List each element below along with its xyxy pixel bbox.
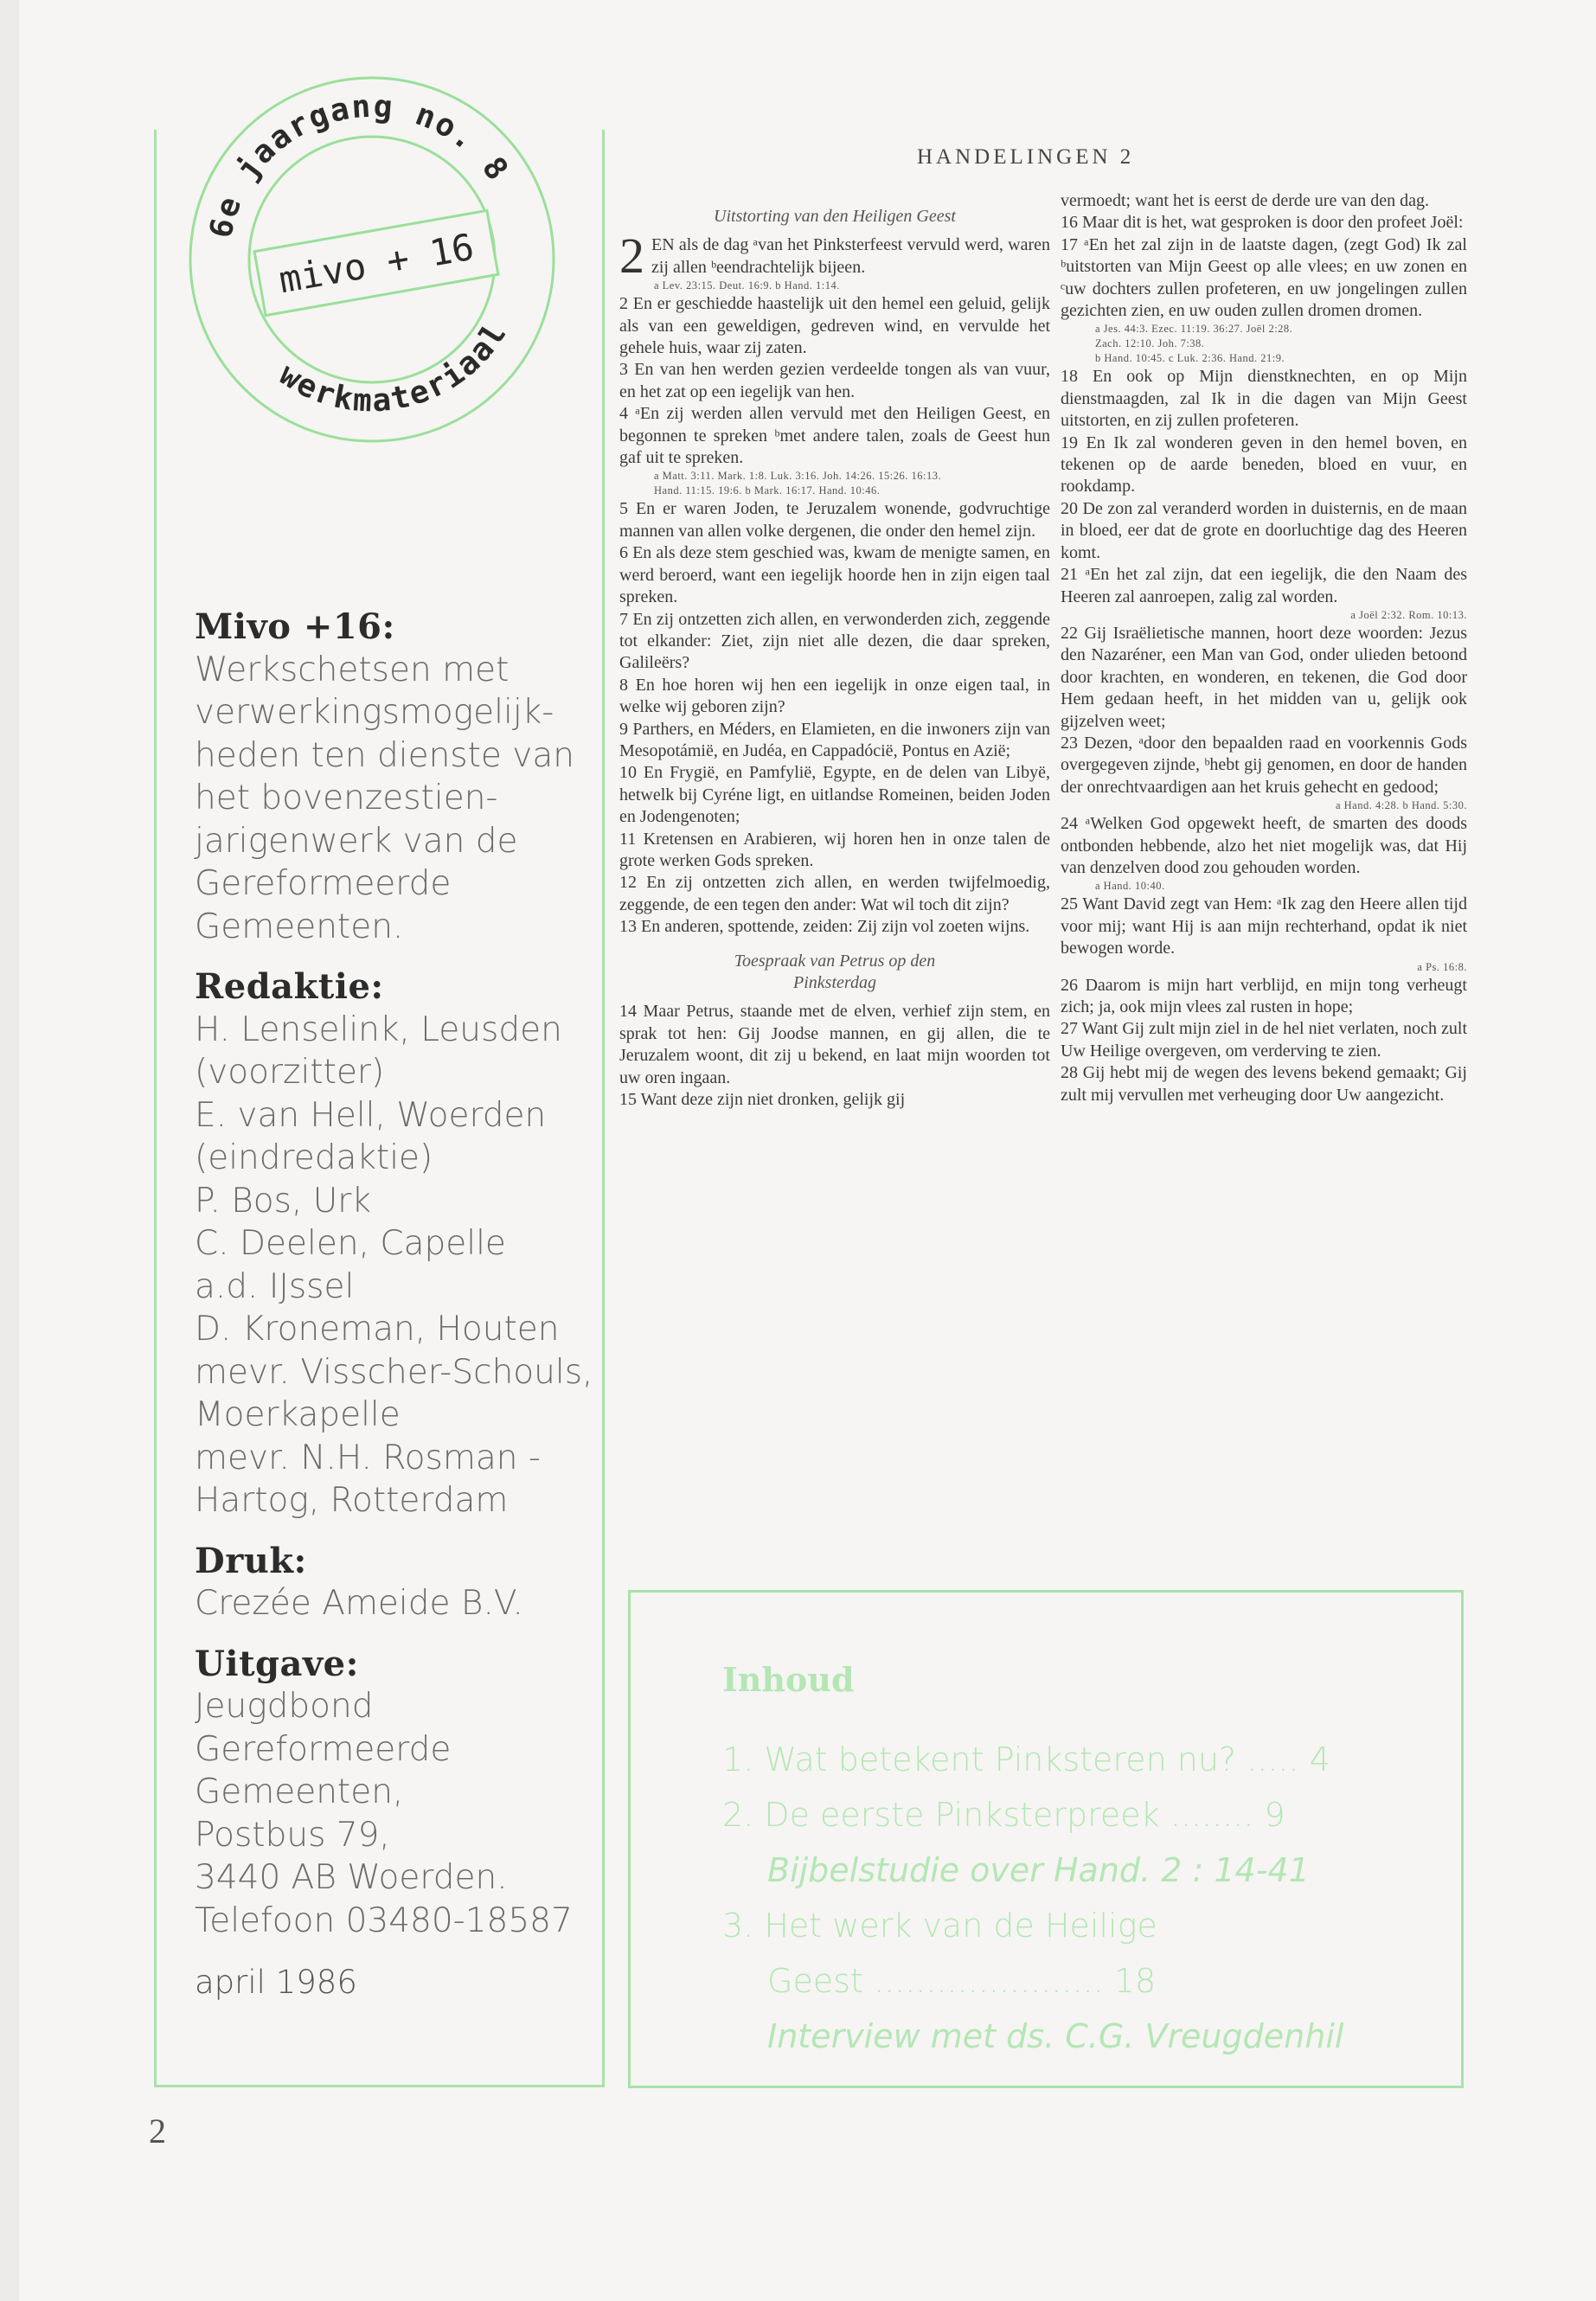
footnote: b Hand. 10:45. c Luk. 2:36. Hand. 21:9. [1095,352,1285,365]
verse: 6 En als deze stem geschied was, kwam de menigte samen, en werd beroerd, want een iegelijk hoorde hen in zijn eigen taal spreken. [619,543,1050,607]
redaktie-block [195,965,593,1522]
mivo-heading: Mivo +16: [195,606,395,647]
uitgave-line: Gereformeerde [195,1729,452,1769]
toc-item: 2. De eerste Pinksterpreek ........ 9 [722,1796,1285,1834]
redaktie-line: a.d. IJssel [195,1266,355,1306]
redaktie-line: H. Lenselink, Leusden [195,1009,562,1049]
bible-column-right [1061,190,1467,1106]
verse: 18 En ook op Mijn dienstknechten, en op Mijn dienstmaagden, zal Ik in die dagen van Mijn Geest uitstorten, en zij zullen profeteren. [1061,367,1467,431]
footnote: a Ps. 16:8. [1417,960,1467,973]
footnote: a Jes. 44:3. Ezec. 11:19. 36:27. Joël 2:28. [1095,323,1293,336]
verse: 3 En van hen werden gezien verdeelde tongen als van vuur, en het zat op een iegelijk van hen. [619,360,1050,401]
stamp-arc-bottom: werkmateriaal [272,316,515,420]
sidebar-colophon [195,606,593,2004]
footnote: a Hand. 10:40. [1095,880,1165,893]
verse [619,228,1050,285]
verse: 17 ᵃEn het zal zijn in de laatste dagen, (zegt God) Ik zal ᵇuitstorten van Mijn Geest op alle vlees; en uw zonen en ᶜuw dochters zullen profeteren, en uw jongelingen zullen gezichten zien, en uw ouden zullen dromen dromen. [1061,234,1467,321]
mivo-line: het bovenzestien- [195,779,498,817]
mivo-line: jarigenwerk van de [195,821,518,861]
redaktie-line: C. Deelen, Capelle [195,1224,506,1263]
toc-title: Inhoud [722,1660,855,1699]
verse: 11 Kretensen en Arabieren, wij horen hen in onze talen de grote werken Gods spreken. [619,829,1050,870]
footnote: Zach. 12:10. Joh. 7:38. [1095,337,1205,350]
verse: 10 En Frygië, en Pamfylië, Egypte, en de delen van Libyë, hetwelk bij Cyréne ligt, en uitlandse Romeinen, beiden Joden en Jodengenoten; [619,763,1050,827]
redaktie-line: mevr. N.H. Rosman - [195,1438,541,1477]
uitgave-line: Jeugdbond [195,1687,374,1726]
footnote: a Matt. 3:11. Mark. 1:8. Luk. 3:16. Joh. 14:26. 15:26. 16:13. [654,470,942,483]
verse: 22 Gij Israëlietische mannen, hoort deze woorden: Jezus den Nazaréner, een Man van God, onder ulieden betoond door krachten, en wonderen, en tekenen, die God door Hem gedaan heeft, in het midden van u, gelijk ook gijzelven weet; [1061,623,1467,731]
toc-item-continued: Geest ...................... 18 [767,1962,1157,2000]
druk-heading: Druk: [195,1540,307,1581]
verse-text: EN als de dag ᵃvan het Pinksterfeest vervuld werd, waren zij allen ᵇeendrachtelijk bijeen. [651,235,1050,277]
verse: 8 En hoe horen wij hen een iegelijk in onze eigen taal, in welke wij geboren zijn? [619,675,1050,717]
redaktie-heading: Redaktie: [195,966,384,1007]
redaktie-line: (eindredaktie) [195,1138,433,1177]
uitgave-line: Gemeenten, [195,1772,404,1811]
verse: 27 Want Gij zult mijn ziel in de hel niet verlaten, noch zult Uw Heilige overgeven, om verderving te zien. [1061,1019,1467,1061]
redaktie-line: Hartog, Rotterdam [195,1481,509,1520]
redaktie-line: E. van Hell, Woerden [195,1095,547,1135]
uitgave-line: Telefoon 03480-18587 [195,1900,573,1940]
redaktie-line: (voorzitter) [195,1053,385,1092]
verse: 9 Parthers, en Méders, en Elamieten, en die inwoners zijn van Mesopotámië, en Judéa, en Cappadócië, Pontus en Azië; [619,719,1050,760]
verse: 14 Maar Petrus, staande met de elven, verhief zijn stem, en sprak tot hen: Gij Joodse mannen, en gij allen, die te Jeruzalem woont, dit zij u bekend, en laat mijn woorden tot uw oren ingaan. [619,1002,1050,1087]
verse: 13 En anderen, spottende, zeiden: Zij zijn vol zoeten wijns. [619,917,1030,937]
mivo-line: Werkschetsen met [195,650,510,689]
verse: 7 En zij ontzetten zich allen, en verwonderden zich, zeggende tot elkander: Ziet, zijn niet alle dezen, die daar spreken, Galileërs? [619,609,1050,673]
verse: 2 En er geschiedde haastelijk uit den hemel een geluid, gelijk als van een geweldigen, gedreven wind, en vervulde het gehele huis, waar zij zaten. [619,294,1050,358]
verse: vermoedt; want het is eerst de derde ure van den dag. [1061,191,1429,210]
mivo-line: Gereformeerde [195,864,452,903]
verse: 19 En Ik zal wonderen geven in den hemel boven, en tekenen op de aarde beneden, bloed en vuur, en rookdamp. [1061,433,1467,497]
toc-item: 1. Wat betekent Pinksteren nu? ..... 4 [722,1740,1330,1779]
mivo-line: Gemeenten. [195,907,404,946]
redaktie-line: Moerkapelle [195,1395,401,1434]
bible-column-left [619,201,1050,1111]
verse: 23 Dezen, ᵃdoor den bepaalden raad en voorkennis Gods overgegeven zijnde, ᵇhebt gij genomen, en door de handen der onrechtvaardigen aan het kruis gehecht en gedood; [1061,733,1467,797]
verse: 26 Daarom is mijn hart verblijd, en mijn tong verheugt zich; ja, ook mijn vlees zal rusten in hope; [1061,975,1467,1016]
stamp-arc-top: 6e jaargang no. 8 [202,88,516,241]
uitgave-block [195,1643,593,1943]
mivo-line: verwerkingsmogelijk- [195,693,554,732]
verse: 24 ᵃWelken God opgewekt heeft, de smarten des doods ontbonden hebbende, alzo het niet mogelijk was, dat Hij van denzelven dood zou gehouden worden. [1061,814,1467,877]
svg-text:werkmateriaal [267,311,525,440]
toc-subtitle: Bijbelstudie over Hand. 2 : 14-41 [767,1851,1310,1889]
verse: 25 Want David zegt van Hem: ᵃIk zag den Heere allen tijd voor mij; want Hij is aan mijn rechterhand, opdat ik niet bewogen worde. [1061,894,1467,958]
verse: 15 Want deze zijn niet dronken, gelijk gij [619,1090,906,1110]
issue-date: april 1986 [195,1964,357,2001]
uitgave-line: 3440 AB Woerden. [195,1858,508,1897]
verse: 12 En zij ontzetten zich allen, en werden twijfelmoedig, zeggende, de een tegen den ander: Wat wil toch dit zijn? [619,873,1050,914]
verse: 20 De zon zal veranderd worden in duisternis, en de maan in bloed, eer dat de grote en doorluchtige dag des Heeren komt. [1061,498,1467,562]
toc-subtitle: Interview met ds. C.G. Vreugdenhil [767,2017,1344,2055]
page-number: 2 [149,2112,166,2150]
verse: 28 Gij hebt mij de wegen des levens bekend gemaakt; Gij zult mij vervullen met verheuging door Uw aangezicht. [1061,1063,1467,1105]
section-heading: Toespraak van Petrus op den [734,951,936,971]
verse: 4 ᵃEn zij werden allen vervuld met den Heiligen Geest, en begonnen te spreken ᵇmet andere talen, zoals de Geest hun gaf uit te spreken. [619,404,1050,468]
section-heading: Pinksterdag [793,973,876,992]
druk-line: Crezée Ameide B.V. [195,1584,523,1623]
section-heading: Uitstorting van den Heiligen Geest [714,207,956,226]
mivo-block [195,606,593,948]
redaktie-line: P. Bos, Urk [195,1181,371,1221]
uitgave-line: Postbus 79, [195,1815,390,1855]
redaktie-line: D. Kroneman, Houten [195,1310,560,1349]
chapter-dropcap: 2 [619,228,644,285]
footnote: Hand. 11:15. 19:6. b Mark. 16:17. Hand. 10:46. [654,484,881,497]
chapter-header: HANDELINGEN 2 [917,145,1135,169]
toc-item: 3. Het werk van de Heilige [722,1907,1157,1945]
footnote: a Hand. 4:28. b Hand. 5:30. [1335,799,1467,812]
verse: 16 Maar dit is het, wat gesproken is door den profeet Joël: [1061,213,1464,233]
uitgave-heading: Uitgave: [195,1643,359,1684]
footnote: a Joël 2:32. Rom. 10:13. [1350,608,1467,621]
footnote: a Lev. 23:15. Deut. 16:9. b Hand. 1:14. [654,279,840,292]
table-of-contents [722,1652,1414,2064]
mivo-line: heden ten dienste van [195,735,574,775]
druk-block [195,1540,593,1625]
stamp-center-label: mivo + 16 [253,209,499,317]
redaktie-line: mevr. Visscher-Schouls, [195,1352,593,1392]
verse: 5 En er waren Joden, te Jeruzalem wonende, godvruchtige mannen van allen volke dergenen, die onder den hemel zijn. [619,499,1050,541]
verse: 21 ᵃEn het zal zijn, dat een iegelijk, die den Naam des Heeren zal aanroepen, zalig zal worden. [1061,565,1467,606]
